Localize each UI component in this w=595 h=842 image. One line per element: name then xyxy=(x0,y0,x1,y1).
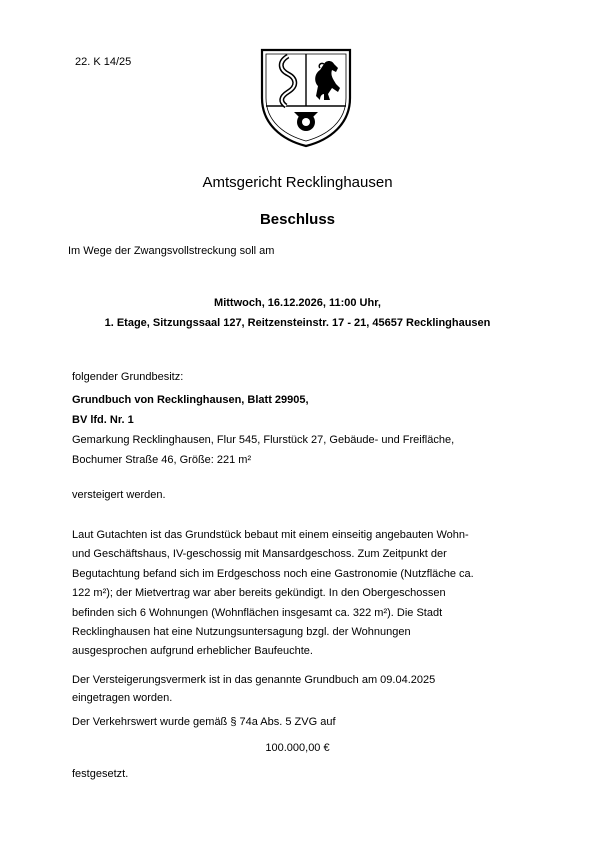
property-description xyxy=(72,526,532,662)
description-line: Recklinghausen hat eine Nutzungsuntersagung bzgl. der Wohnungen xyxy=(72,626,411,639)
description-line: Begutachtung befand sich im Erdgeschoss noch eine Gastronomie (Nutzfläche ca. xyxy=(72,567,474,580)
register-entry-line1: Der Versteigerungsvermerk ist in das genannte Grundbuch am 09.04.2025 xyxy=(72,674,436,686)
description-line: befinden sich 6 Wohnungen (Wohnflächen insgesamt ca. 322 m²). Die Stadt xyxy=(72,606,443,619)
auction-venue: 1. Etage, Sitzungssaal 127, Reitzensteinstr. 17 - 21, 45657 Recklinghausen xyxy=(104,317,491,329)
intro-text: Im Wege der Zwangsvollstreckung soll am xyxy=(68,245,275,257)
property-intro: folgender Grundbesitz: xyxy=(72,371,184,383)
property-address: Bochumer Straße 46, Größe: 221 m² xyxy=(72,454,252,466)
market-value-outro: festgesetzt. xyxy=(72,768,129,780)
auctioned-text: versteigert werden. xyxy=(72,489,166,501)
document-title: Beschluss xyxy=(259,211,336,228)
description-line: Laut Gutachten ist das Grundstück bebaut mit einem einseitig angebauten Wohn- xyxy=(72,529,469,541)
market-value-intro: Der Verkehrswert wurde gemäß § 74a Abs. 5 ZVG auf xyxy=(72,716,336,728)
case-reference: 22. K 14/25 xyxy=(75,56,132,68)
register-entry-line2: eingetragen worden. xyxy=(72,692,173,704)
description-line: 122 m²); der Mietvertrag war aber bereits gekündigt. In den Obergeschossen xyxy=(72,587,446,600)
land-register: Grundbuch von Recklinghausen, Blatt 29905, xyxy=(72,394,309,406)
market-value: 100.000,00 € xyxy=(265,742,330,754)
court-name: Amtsgericht Recklinghausen xyxy=(202,174,393,191)
nrw-coat-of-arms-icon xyxy=(258,44,354,148)
parcel-info: Gemarkung Recklinghausen, Flur 545, Flurstück 27, Gebäude- und Freifläche, xyxy=(72,434,455,446)
auction-date: Mittwoch, 16.12.2026, 11:00 Uhr, xyxy=(214,297,381,309)
description-line: ausgesprochen aufgrund erheblicher Baufeuchte. xyxy=(72,645,313,658)
description-line: und Geschäftshaus, IV-geschossig mit Mansardgeschoss. Zum Zeitpunkt der xyxy=(72,548,447,561)
register-number: BV lfd. Nr. 1 xyxy=(72,414,134,426)
